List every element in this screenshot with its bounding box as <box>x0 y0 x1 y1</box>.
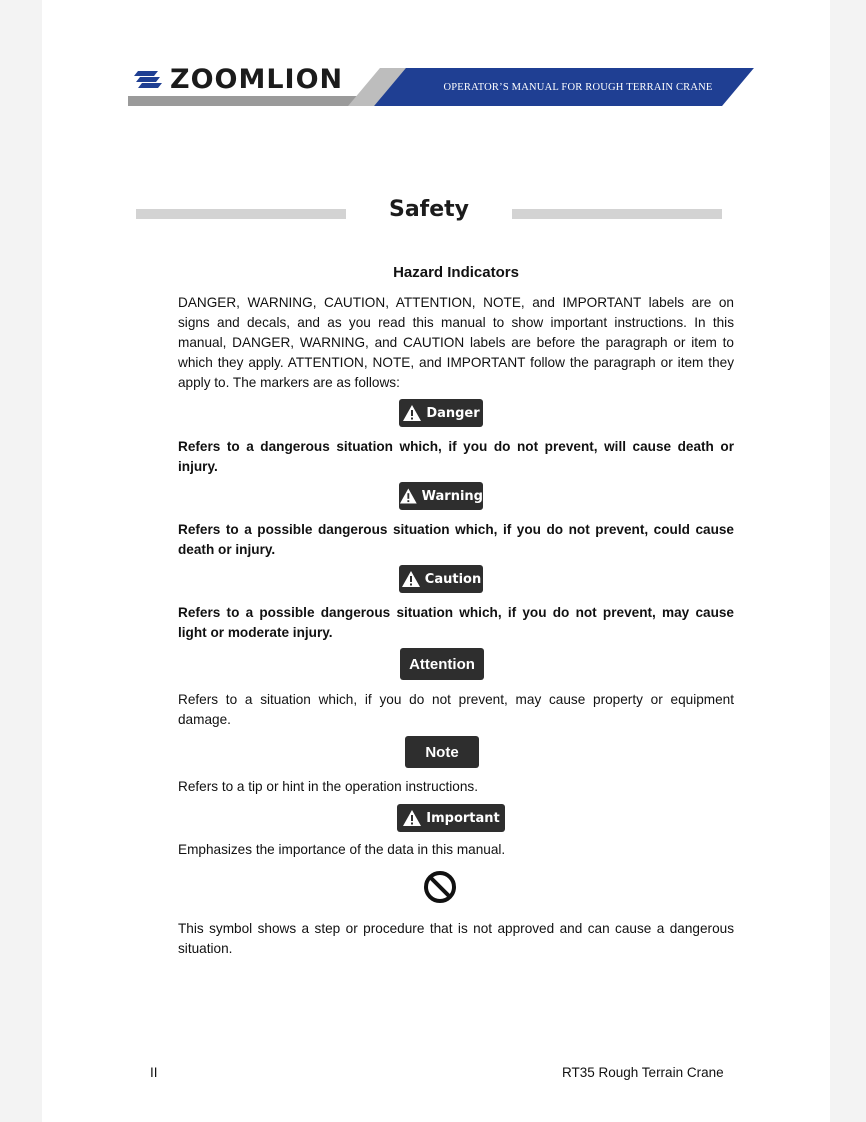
prohibited-description: This symbol shows a step or procedure that is not approved and can cause a dangerous situation. <box>178 921 734 956</box>
title-rule-left <box>136 209 346 219</box>
warning-triangle-icon <box>399 487 418 505</box>
caution-description: Refers to a possible dangerous situation which, if you do not prevent, may cause light or moderate injury. <box>178 605 734 640</box>
brand-logo <box>134 62 343 96</box>
warning-label-text: Warning <box>421 488 483 504</box>
warning-triangle-icon <box>402 404 422 422</box>
note-label <box>405 736 479 768</box>
danger-description: Refers to a dangerous situation which, if you do not prevent, will cause death or injury. <box>178 439 734 474</box>
important-description: Emphasizes the importance of the data in this manual. <box>178 842 506 857</box>
caution-label-text: Caution <box>424 571 482 587</box>
warning-triangle-icon <box>402 809 422 827</box>
footer-product: RT35 Rough Terrain Crane <box>562 1065 724 1080</box>
warning-triangle-icon <box>401 570 421 588</box>
warning-label <box>399 482 483 510</box>
danger-label-text: Danger <box>426 405 480 421</box>
note-label-text: Note <box>425 743 459 761</box>
zoomlion-logo-icon <box>134 65 162 93</box>
note-description: Refers to a tip or hint in the operation instructions. <box>178 779 478 794</box>
page-number: II <box>150 1065 158 1080</box>
important-label <box>397 804 505 832</box>
important-label-text: Important <box>426 810 500 826</box>
brand-name: ZOOMLION <box>170 63 344 95</box>
attention-description: Refers to a situation which, if you do not prevent, may cause property or equipment damage. <box>178 692 734 727</box>
attention-label-text: Attention <box>409 655 475 673</box>
section-heading: Hazard Indicators <box>393 264 519 281</box>
intro-paragraph: DANGER, WARNING, CAUTION, ATTENTION, NOTE, and IMPORTANT labels are on signs and decals, and as you read this manual to show important instructions. In this manual, DANGER, WARNING, and CAUTION labels are before the paragraph or item to which they apply. ATTENTION, NOTE, and IMPORTANT follow the paragraph or item they apply to. The markers are as follows: <box>178 295 734 390</box>
page-title: Safety <box>388 197 470 222</box>
page <box>42 0 830 1122</box>
attention-label <box>400 648 484 680</box>
warning-description: Refers to a possible dangerous situation which, if you do not prevent, could cause death or injury. <box>178 522 734 557</box>
prohibited-icon <box>422 869 458 905</box>
header-banner-text: OPERATOR’S MANUAL FOR ROUGH TERRAIN CRANE <box>443 82 713 93</box>
title-rule-right <box>512 209 722 219</box>
danger-label <box>399 399 483 427</box>
caution-label <box>399 565 483 593</box>
